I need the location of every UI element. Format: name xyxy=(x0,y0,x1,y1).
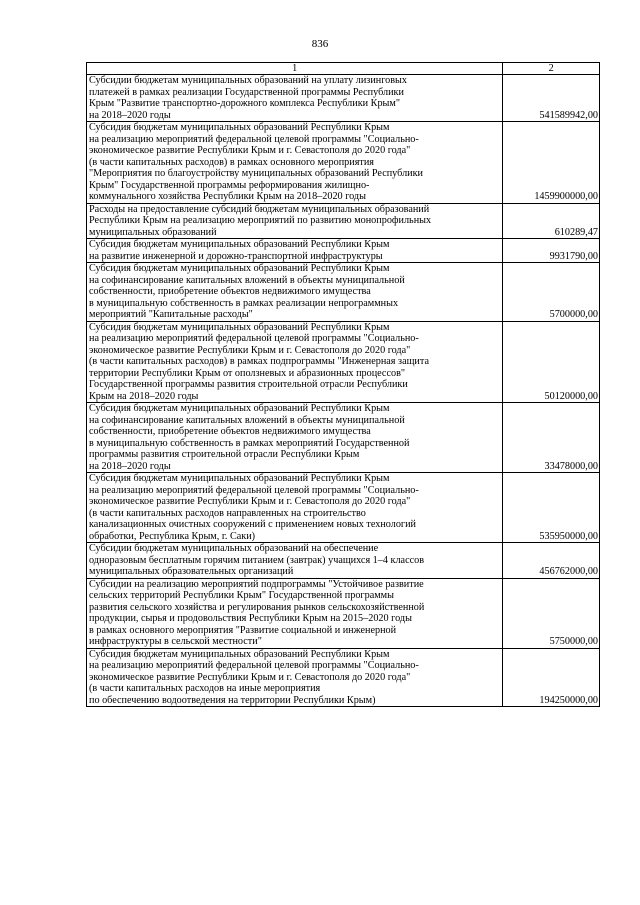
row-amount: 194250000,00 xyxy=(503,648,600,707)
row-description xyxy=(87,648,503,707)
row-description xyxy=(87,203,503,239)
row-description xyxy=(87,403,503,473)
description-line: в муниципальную собственность в рамках реализации непрограммных xyxy=(89,297,399,309)
table-row xyxy=(87,321,600,403)
column-header-1: 1 xyxy=(87,63,503,75)
description-line: Субсидия бюджетам муниципальных образований Республики Крым xyxy=(89,403,390,414)
description-line: Крым на 2018–2020 годы xyxy=(89,390,199,402)
row-description xyxy=(87,122,503,204)
table-header-row xyxy=(87,63,600,75)
row-description xyxy=(87,321,503,403)
description-line: "Мероприятия по благоустройству муниципальных образований Республики xyxy=(89,168,424,179)
description-line: (в части капитальных расходов направленных на строительство xyxy=(89,507,366,519)
description-line: по обеспечению водоотведения на территории Республики Крым) xyxy=(89,694,376,706)
description-line: территории Республики Крым от оползневых и абразионных процессов" xyxy=(89,367,406,379)
row-amount: 9931790,00 xyxy=(503,239,600,263)
description-line: на софинансирование капитальных вложений в объекты муниципальной xyxy=(89,414,405,426)
description-line: на реализацию мероприятий федеральной целевой программы "Социально- xyxy=(89,484,419,496)
row-amount: 1459900000,00 xyxy=(503,122,600,204)
page-number: 836 xyxy=(311,38,329,50)
table-body xyxy=(87,63,600,707)
description-line: экономическое развитие Республики Крым и г. Севастополя до 2020 года" xyxy=(89,496,411,507)
description-line: обработки, Республика Крым, г. Саки) xyxy=(89,530,256,542)
description-line: канализационных очистных сооружений с применением новых технологий xyxy=(89,519,416,530)
description-line: Субсидия бюджетам муниципальных образований Республики Крым xyxy=(89,321,390,333)
row-description xyxy=(87,263,503,322)
table-row xyxy=(87,543,600,579)
description-line: на реализацию мероприятий федеральной целевой программы "Социально- xyxy=(89,133,419,145)
row-amount: 50120000,00 xyxy=(503,321,600,403)
description-line: на реализацию мероприятий федеральной целевой программы "Социально- xyxy=(89,333,419,344)
description-line: Крым "Развитие транспортно-дорожного комплекса Республики Крым" xyxy=(89,98,400,109)
description-line: сельских территорий Республики Крым" Государственной программы xyxy=(89,590,394,601)
table-row xyxy=(87,75,600,122)
description-line: экономическое развитие Республики Крым и г. Севастополя до 2020 года" xyxy=(89,344,411,356)
description-line: Субсидия бюджетам муниципальных образований Республики Крым xyxy=(89,473,390,484)
description-line: на софинансирование капитальных вложений в объекты муниципальной xyxy=(89,274,405,286)
table-row xyxy=(87,122,600,204)
description-line: муниципальных образовательных организаций xyxy=(89,566,294,577)
row-amount: 535950000,00 xyxy=(503,473,600,543)
row-amount: 456762000,00 xyxy=(503,543,600,579)
description-line: Крым" Государственной программы реформирования жилищно- xyxy=(89,179,370,191)
description-line: на развитие инженерной и дорожно-транспортной инфраструктуры xyxy=(89,250,383,262)
description-line: Субсидия бюджетам муниципальных образований Республики Крым xyxy=(89,263,390,274)
description-line: Расходы на предоставление субсидий бюджетам муниципальных образований xyxy=(89,203,430,215)
row-description xyxy=(87,239,503,263)
description-line: одноразовым бесплатным горячим питанием (завтрак) учащихся 1–4 классов xyxy=(89,554,425,566)
row-description xyxy=(87,75,503,122)
description-line: платежей в рамках реализации Государственной программы Республики xyxy=(89,86,404,98)
description-line: Субсидии бюджетам муниципальных образований на обеспечение xyxy=(89,543,379,554)
description-line: Субсидия бюджетам муниципальных образований Республики Крым xyxy=(89,239,390,250)
description-line: на реализацию мероприятий федеральной целевой программы "Социально- xyxy=(89,660,419,671)
table-row xyxy=(87,263,600,322)
row-description xyxy=(87,473,503,543)
description-line: Субсидии бюджетам муниципальных образований на уплату лизинговых xyxy=(89,75,407,86)
description-line: муниципальных образований xyxy=(89,226,217,238)
table-row xyxy=(87,648,600,707)
description-line: в муниципальную собственность в рамках мероприятий Государственной xyxy=(89,437,410,449)
description-line: (в части капитальных расходов) в рамках основного мероприятия xyxy=(89,156,374,168)
row-amount: 541589942,00 xyxy=(503,75,600,122)
description-line: Субсидия бюджетам муниципальных образований Республики Крым xyxy=(89,122,390,133)
description-line: развития сельского хозяйства и регулирования рынков сельскохозяйственной xyxy=(89,601,425,613)
description-line: инфраструктуры в сельской местности" xyxy=(89,636,262,647)
row-amount: 5750000,00 xyxy=(503,578,600,648)
description-line: Субсидии на реализацию мероприятий подпрограммы "Устойчивое развитие xyxy=(89,578,424,590)
description-line: собственности, приобретение объектов недвижимого имущества xyxy=(89,286,371,297)
table-row xyxy=(87,473,600,543)
description-line: экономическое развитие Республики Крым и г. Севастополя до 2020 года" xyxy=(89,671,411,683)
description-line: на 2018–2020 годы xyxy=(89,109,171,121)
description-line: на 2018–2020 годы xyxy=(89,460,171,472)
description-line: собственности, приобретение объектов недвижимого имущества xyxy=(89,426,371,437)
description-line: коммунального хозяйства Республики Крым на 2018–2020 годы xyxy=(89,191,366,202)
row-amount: 33478000,00 xyxy=(503,403,600,473)
row-description xyxy=(87,578,503,648)
row-amount: 5700000,00 xyxy=(503,263,600,322)
description-line: Субсидия бюджетам муниципальных образований Республики Крым xyxy=(89,648,390,660)
column-header-2: 2 xyxy=(503,63,600,75)
table-row xyxy=(87,239,600,263)
table-row xyxy=(87,203,600,239)
budget-table xyxy=(86,62,600,707)
table-row xyxy=(87,403,600,473)
description-line: в рамках основного мероприятия "Развитие социальной и инженерной xyxy=(89,624,397,636)
row-description xyxy=(87,543,503,579)
row-amount: 610289,47 xyxy=(503,203,600,239)
description-line: программы развития строительной отрасли Республики Крым xyxy=(89,449,360,460)
description-line: (в части капитальных расходов на иные мероприятия xyxy=(89,683,321,694)
description-line: экономическое развитие Республики Крым и г. Севастополя до 2020 года" xyxy=(89,145,411,156)
table-row xyxy=(87,578,600,648)
description-line: мероприятий "Капитальные расходы" xyxy=(89,309,253,320)
description-line: продукции, сырья и продовольствия Республики Крым на 2015–2020 годы xyxy=(89,613,412,624)
description-line: Государственной программы развития строительной отрасли Республики xyxy=(89,379,408,390)
description-line: (в части капитальных расходов) в рамках подпрограммы "Инженерная защита xyxy=(89,356,429,367)
description-line: Республики Крым на реализацию мероприятий по развитию монопрофильных xyxy=(89,215,432,226)
